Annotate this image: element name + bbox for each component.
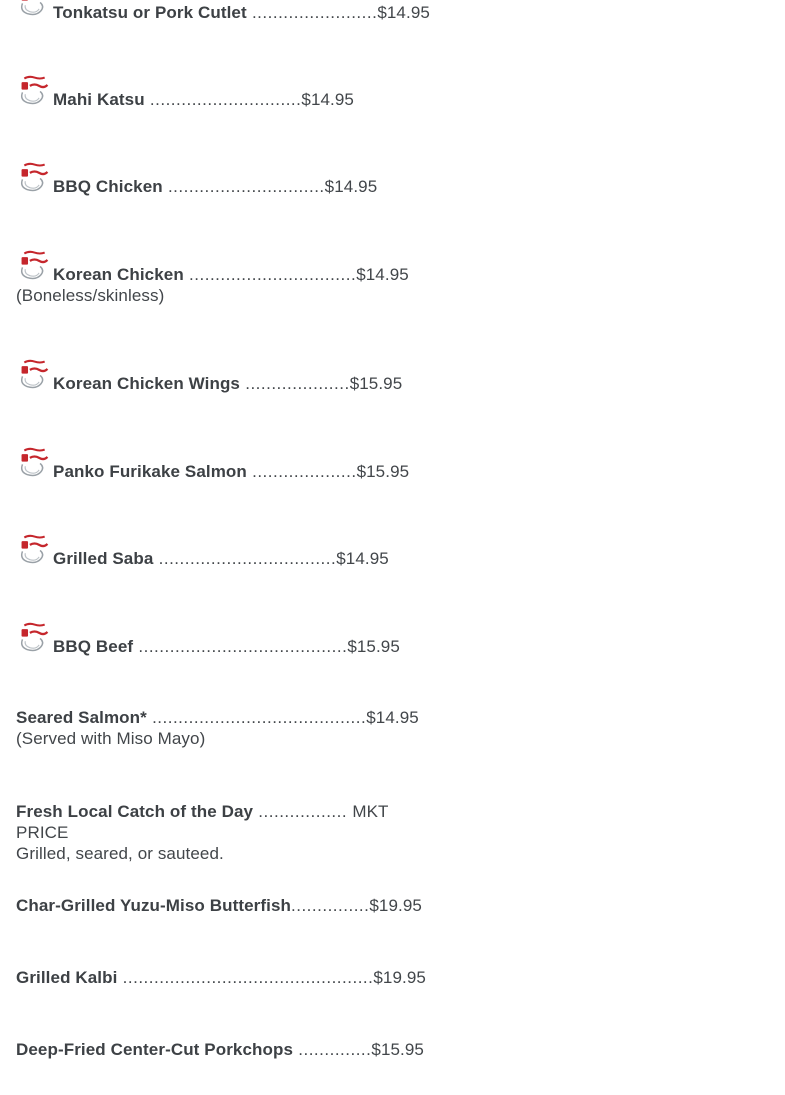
menu-item-tonkatsu [16, 2, 473, 23]
restaurant-logo-icon [16, 247, 53, 284]
item-price: MKT PRICE [16, 802, 389, 842]
menu-line [53, 636, 473, 657]
menu-item-bbq-beef [16, 636, 473, 657]
item-price: $14.95 [377, 3, 430, 22]
item-price: $14.95 [336, 549, 389, 568]
item-name: Fresh Local Catch of the Day [16, 802, 254, 821]
menu-line [16, 801, 436, 843]
item-note: (Served with Miso Mayo) [16, 729, 206, 748]
dot-leader: ......................................... [146, 708, 367, 727]
item-name: BBQ Chicken [53, 177, 163, 196]
dot-leader: .............................. [162, 177, 325, 196]
menu-line [53, 461, 473, 482]
item-name: Grilled Saba [53, 549, 154, 568]
item-price: $15.95 [356, 462, 410, 481]
menu-item-fresh-local-catch [16, 801, 436, 864]
restaurant-logo-icon [16, 531, 53, 568]
dot-leader: .................... [240, 374, 350, 393]
dot-leader: .................... [246, 462, 357, 481]
item-note: Grilled, seared, or sauteed. [16, 844, 224, 863]
menu-item-grilled-kalbi [16, 967, 436, 988]
item-name: Char-Grilled Yuzu-Miso Butterfish [16, 896, 292, 915]
dot-leader: .................................. [153, 549, 337, 568]
item-name: Deep-Fried Center-Cut Porkchops [16, 1040, 294, 1059]
restaurant-logo-icon [16, 0, 53, 20]
restaurant-logo-icon [16, 159, 53, 196]
dot-leader: ............................. [144, 90, 302, 109]
menu-item-bbq-chicken [16, 176, 473, 197]
menu-line [53, 373, 473, 394]
menu-line [16, 895, 436, 916]
item-price: $14.95 [366, 708, 419, 727]
menu-line [16, 1039, 436, 1060]
restaurant-logo-icon [16, 444, 53, 481]
item-price: $14.95 [301, 90, 354, 109]
item-price: $14.95 [324, 177, 378, 196]
menu-item-seared-salmon [16, 707, 436, 749]
menu-line [53, 548, 473, 569]
item-name: BBQ Beef [53, 637, 134, 656]
menu-item-panko-furikake-salmon [16, 461, 473, 482]
menu-line [16, 967, 436, 988]
item-name: Korean Chicken Wings [53, 374, 240, 393]
menu-item-butterfish [16, 895, 436, 916]
menu-item-korean-chicken-wings [16, 373, 473, 394]
menu-line [53, 264, 473, 285]
dot-leader: ........................................ [133, 637, 348, 656]
item-price: $15.95 [371, 1040, 424, 1059]
restaurant-logo-icon [16, 619, 53, 656]
menu-line [53, 2, 473, 23]
dot-leader: .............. [293, 1040, 372, 1059]
menu-line [16, 707, 436, 728]
dot-leader: ............... [291, 896, 370, 915]
menu-line [53, 176, 473, 197]
item-name: Mahi Katsu [53, 90, 145, 109]
item-price: $15.95 [349, 374, 403, 393]
item-price: $19.95 [373, 968, 426, 987]
restaurant-logo-icon [16, 356, 53, 393]
menu-item-korean-chicken [16, 264, 473, 306]
dot-leader: ................................................ [117, 968, 374, 987]
item-name: Grilled Kalbi [16, 968, 118, 987]
restaurant-logo-icon [16, 72, 53, 109]
item-price: $14.95 [356, 265, 409, 284]
item-name: Tonkatsu or Pork Cutlet [53, 3, 247, 22]
item-price: $19.95 [369, 896, 422, 915]
menu-item-grilled-saba [16, 548, 473, 569]
item-name: Panko Furikake Salmon [53, 462, 247, 481]
menu-line [53, 89, 473, 110]
dot-leader: ........................ [246, 3, 378, 22]
dot-leader: ................. [253, 802, 353, 821]
item-note: (Boneless/skinless) [16, 286, 165, 305]
menu-item-mahi-katsu [16, 89, 473, 110]
dot-leader: ................................ [183, 265, 357, 284]
menu-item-porkchops [16, 1039, 436, 1060]
item-name: Korean Chicken [53, 265, 184, 284]
item-name: Seared Salmon* [16, 708, 147, 727]
item-price: $15.95 [347, 637, 400, 656]
